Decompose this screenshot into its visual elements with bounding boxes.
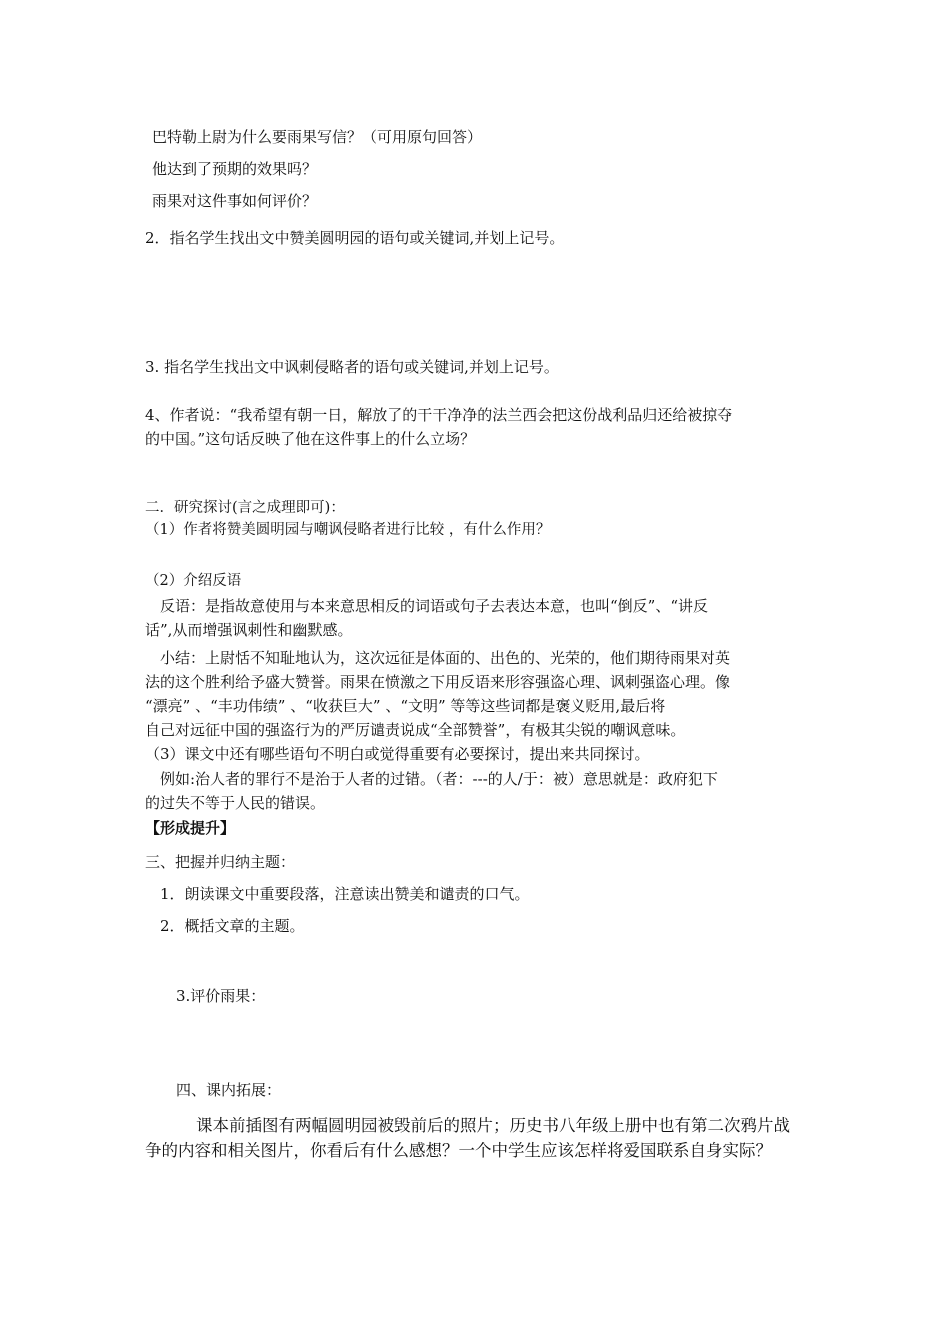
line-extension-a: 课本前插图有两幅圆明园被毁前后的照片；历史书八年级上册中也有第二次鸦片战 xyxy=(196,1116,790,1135)
line-task-3: 3. 指名学生找出文中讽刺侵略者的语句或关键词,并划上记号。 xyxy=(145,358,559,376)
line-task-4a: 4、作者说：“我希望有朝一日，解放了的干干净净的法兰西会把这份战利品归还给被掠夺 xyxy=(145,406,733,424)
line-irony-def-a: 反语：是指故意使用与本来意思相反的词语或句子去表达本意，也叫“倒反”、“讲反 xyxy=(160,597,709,615)
line-summary-a: 小结：上尉恬不知耻地认为，这次远征是体面的、出色的、光荣的，他们期待雨果对英 xyxy=(160,649,731,667)
line-research-2: （2）介绍反语 xyxy=(145,573,242,589)
line-example-b: 的过失不等于人民的错误。 xyxy=(145,794,326,812)
line-summary-b: 法的这个胜利给予盛大赞誉。雨果在愤激之下用反语来形容强盗心理、讽刺强盗心理。像 xyxy=(145,673,731,691)
line-irony-def-b: 话”,从而增强讽刺性和幽默感。 xyxy=(145,621,353,639)
line-summary-d: 自己对远征中国的强盗行为的严厉谴责说成“全部赞誉”，有极其尖锐的嘲讽意味。 xyxy=(145,721,686,739)
heading-improve: 【形成提升】 xyxy=(145,819,236,837)
line-research-1: （1）作者将赞美圆明园与嘲讽侵略者进行比较 ，有什么作用？ xyxy=(145,522,551,538)
heading-research: 二．研究探讨(言之成理即可)： xyxy=(145,500,345,516)
line-q-letter: 巴特勒上尉为什么要雨果写信？（可用原句回答） xyxy=(152,128,483,146)
heading-theme: 三、把握并归纳主题： xyxy=(145,853,296,871)
line-example-a: 例如:治人者的罪行不是治于人者的过错。（者：---的人/于：被）意思就是：政府犯下 xyxy=(160,770,718,788)
line-q-effect: 他达到了预期的效果吗？ xyxy=(152,160,318,178)
line-theme-2: 2．概括文章的主题。 xyxy=(160,917,305,935)
line-theme-1: 1．朗读课文中重要段落，注意读出赞美和谴责的口气。 xyxy=(160,885,530,903)
line-theme-3: 3.评价雨果： xyxy=(176,987,266,1005)
line-task-2: 2．指名学生找出文中赞美圆明园的语句或关键词,并划上记号。 xyxy=(145,229,565,247)
line-q-evaluation: 雨果对这件事如何评价？ xyxy=(152,192,318,210)
heading-extension: 四、课内拓展： xyxy=(176,1081,282,1099)
line-research-3: （3）课文中还有哪些语句不明白或觉得重要有必要探讨，提出来共同探讨。 xyxy=(145,745,650,763)
line-summary-c: “漂亮” 、“丰功伟绩” 、“收获巨大” 、“文明” 等等这些词都是褒义贬用,最后将 xyxy=(145,697,666,715)
line-task-4b: 的中国。”这句话反映了他在这件事上的什么立场？ xyxy=(145,430,476,448)
line-extension-b: 争的内容和相关图片，你看后有什么感想？一个中学生应该怎样将爱国联系自身实际？ xyxy=(145,1141,772,1160)
